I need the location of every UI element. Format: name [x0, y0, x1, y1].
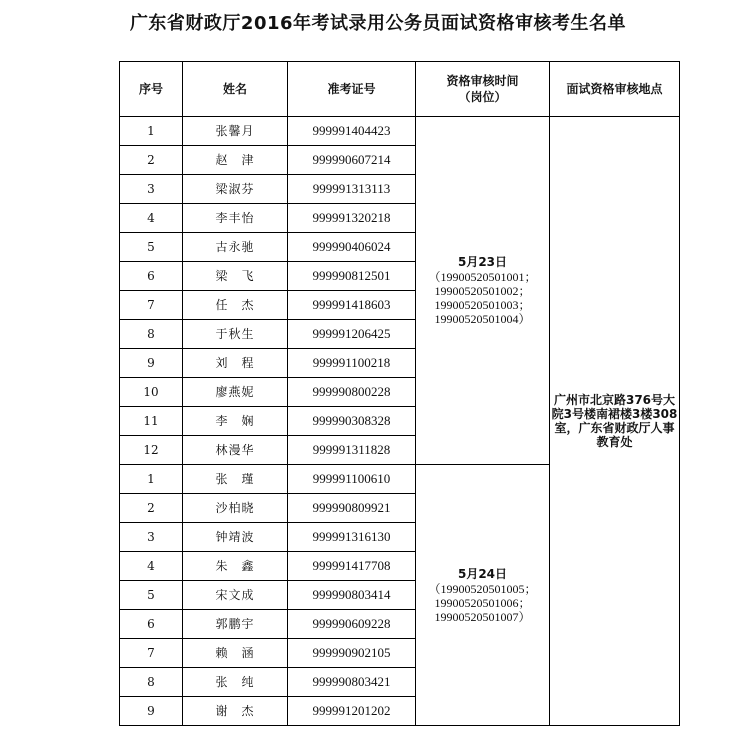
- row-seq: 10: [120, 378, 183, 407]
- row-seq: 12: [120, 436, 183, 465]
- row-seq: 8: [120, 320, 183, 349]
- row-name: 宋文成: [183, 581, 288, 610]
- header-exam-number: 准考证号: [288, 62, 416, 117]
- row-seq: 1: [120, 117, 183, 146]
- row-name: 林漫华: [183, 436, 288, 465]
- row-seq: 3: [120, 523, 183, 552]
- row-name: 李 娴: [183, 407, 288, 436]
- row-name: 张馨月: [183, 117, 288, 146]
- header-review-time-line1: 资格审核时间: [446, 74, 519, 88]
- post-code: 19900520501006；: [434, 595, 531, 610]
- review-date: 5月24日: [457, 566, 508, 581]
- row-exam-number: 999990607214: [288, 146, 416, 175]
- row-exam-number: 999991404423: [288, 117, 416, 146]
- row-name: 张 瑾: [183, 465, 288, 494]
- post-code: （19900520501005；: [428, 581, 537, 596]
- header-review-location: 面试资格审核地点: [550, 62, 680, 117]
- header-seq: 序号: [120, 62, 183, 117]
- row-seq: 6: [120, 262, 183, 291]
- row-seq: 11: [120, 407, 183, 436]
- row-exam-number: 999990902105: [288, 639, 416, 668]
- row-name: 于秋生: [183, 320, 288, 349]
- header-review-time-line2: （岗位）: [458, 90, 507, 104]
- row-exam-number: 999990308328: [288, 407, 416, 436]
- row-seq: 5: [120, 233, 183, 262]
- review-time-cell: [416, 117, 550, 465]
- header-name: 姓名: [183, 62, 288, 117]
- row-seq: 9: [120, 697, 183, 726]
- row-exam-number: 999991201202: [288, 697, 416, 726]
- row-exam-number: 999990800228: [288, 378, 416, 407]
- row-exam-number: 999991100610: [288, 465, 416, 494]
- row-seq: 8: [120, 668, 183, 697]
- row-exam-number: 999990809921: [288, 494, 416, 523]
- row-name: 钟靖波: [183, 523, 288, 552]
- row-name: 赖 涵: [183, 639, 288, 668]
- candidate-table: [119, 61, 680, 726]
- row-exam-number: 999990803421: [288, 668, 416, 697]
- row-name: 谢 杰: [183, 697, 288, 726]
- row-seq: 4: [120, 204, 183, 233]
- document-title: 广东省财政厅2016年考试录用公务员面试资格审核考生名单: [129, 13, 627, 34]
- post-code: （19900520501001；: [428, 270, 537, 284]
- row-exam-number: 999990803414: [288, 581, 416, 610]
- row-seq: 3: [120, 175, 183, 204]
- row-exam-number: 999990812501: [288, 262, 416, 291]
- row-seq: 9: [120, 349, 183, 378]
- row-seq: 2: [120, 494, 183, 523]
- post-code: 19900520501004）: [434, 312, 531, 326]
- row-name: 任 杰: [183, 291, 288, 320]
- header-row: [120, 62, 680, 117]
- row-name: 赵 津: [183, 146, 288, 175]
- row-seq: 4: [120, 552, 183, 581]
- table-row: [120, 117, 680, 146]
- row-seq: 6: [120, 610, 183, 639]
- row-seq: 7: [120, 639, 183, 668]
- row-seq: 7: [120, 291, 183, 320]
- row-exam-number: 999991320218: [288, 204, 416, 233]
- table-body: [120, 117, 680, 726]
- row-name: 梁 飞: [183, 262, 288, 291]
- row-exam-number: 999991311828: [288, 436, 416, 465]
- row-exam-number: 999991100218: [288, 349, 416, 378]
- row-name: 古永驰: [183, 233, 288, 262]
- review-date: 5月23日: [457, 255, 508, 269]
- header-review-time: [416, 62, 550, 117]
- row-name: 朱 鑫: [183, 552, 288, 581]
- row-name: 张 纯: [183, 668, 288, 697]
- review-location-cell: 广州市北京路376号大院3号楼南裙楼3楼308室，广东省财政厅人事教育处: [550, 117, 680, 726]
- row-seq: 1: [120, 465, 183, 494]
- row-name: 郭鹏宇: [183, 610, 288, 639]
- row-name: 李丰怡: [183, 204, 288, 233]
- row-seq: 2: [120, 146, 183, 175]
- row-name: 梁淑芬: [183, 175, 288, 204]
- post-code: 19900520501007）: [434, 609, 531, 624]
- row-exam-number: 999991206425: [288, 320, 416, 349]
- row-exam-number: 999991418603: [288, 291, 416, 320]
- row-seq: 5: [120, 581, 183, 610]
- post-code: 19900520501003；: [434, 298, 531, 312]
- row-name: 沙柏晓: [183, 494, 288, 523]
- row-name: 刘 程: [183, 349, 288, 378]
- review-time-cell: [416, 465, 550, 726]
- row-exam-number: 999991316130: [288, 523, 416, 552]
- row-exam-number: 999990609228: [288, 610, 416, 639]
- row-exam-number: 999991313113: [288, 175, 416, 204]
- row-exam-number: 999991417708: [288, 552, 416, 581]
- row-name: 廖燕妮: [183, 378, 288, 407]
- post-code: 19900520501002；: [434, 284, 531, 298]
- row-exam-number: 999990406024: [288, 233, 416, 262]
